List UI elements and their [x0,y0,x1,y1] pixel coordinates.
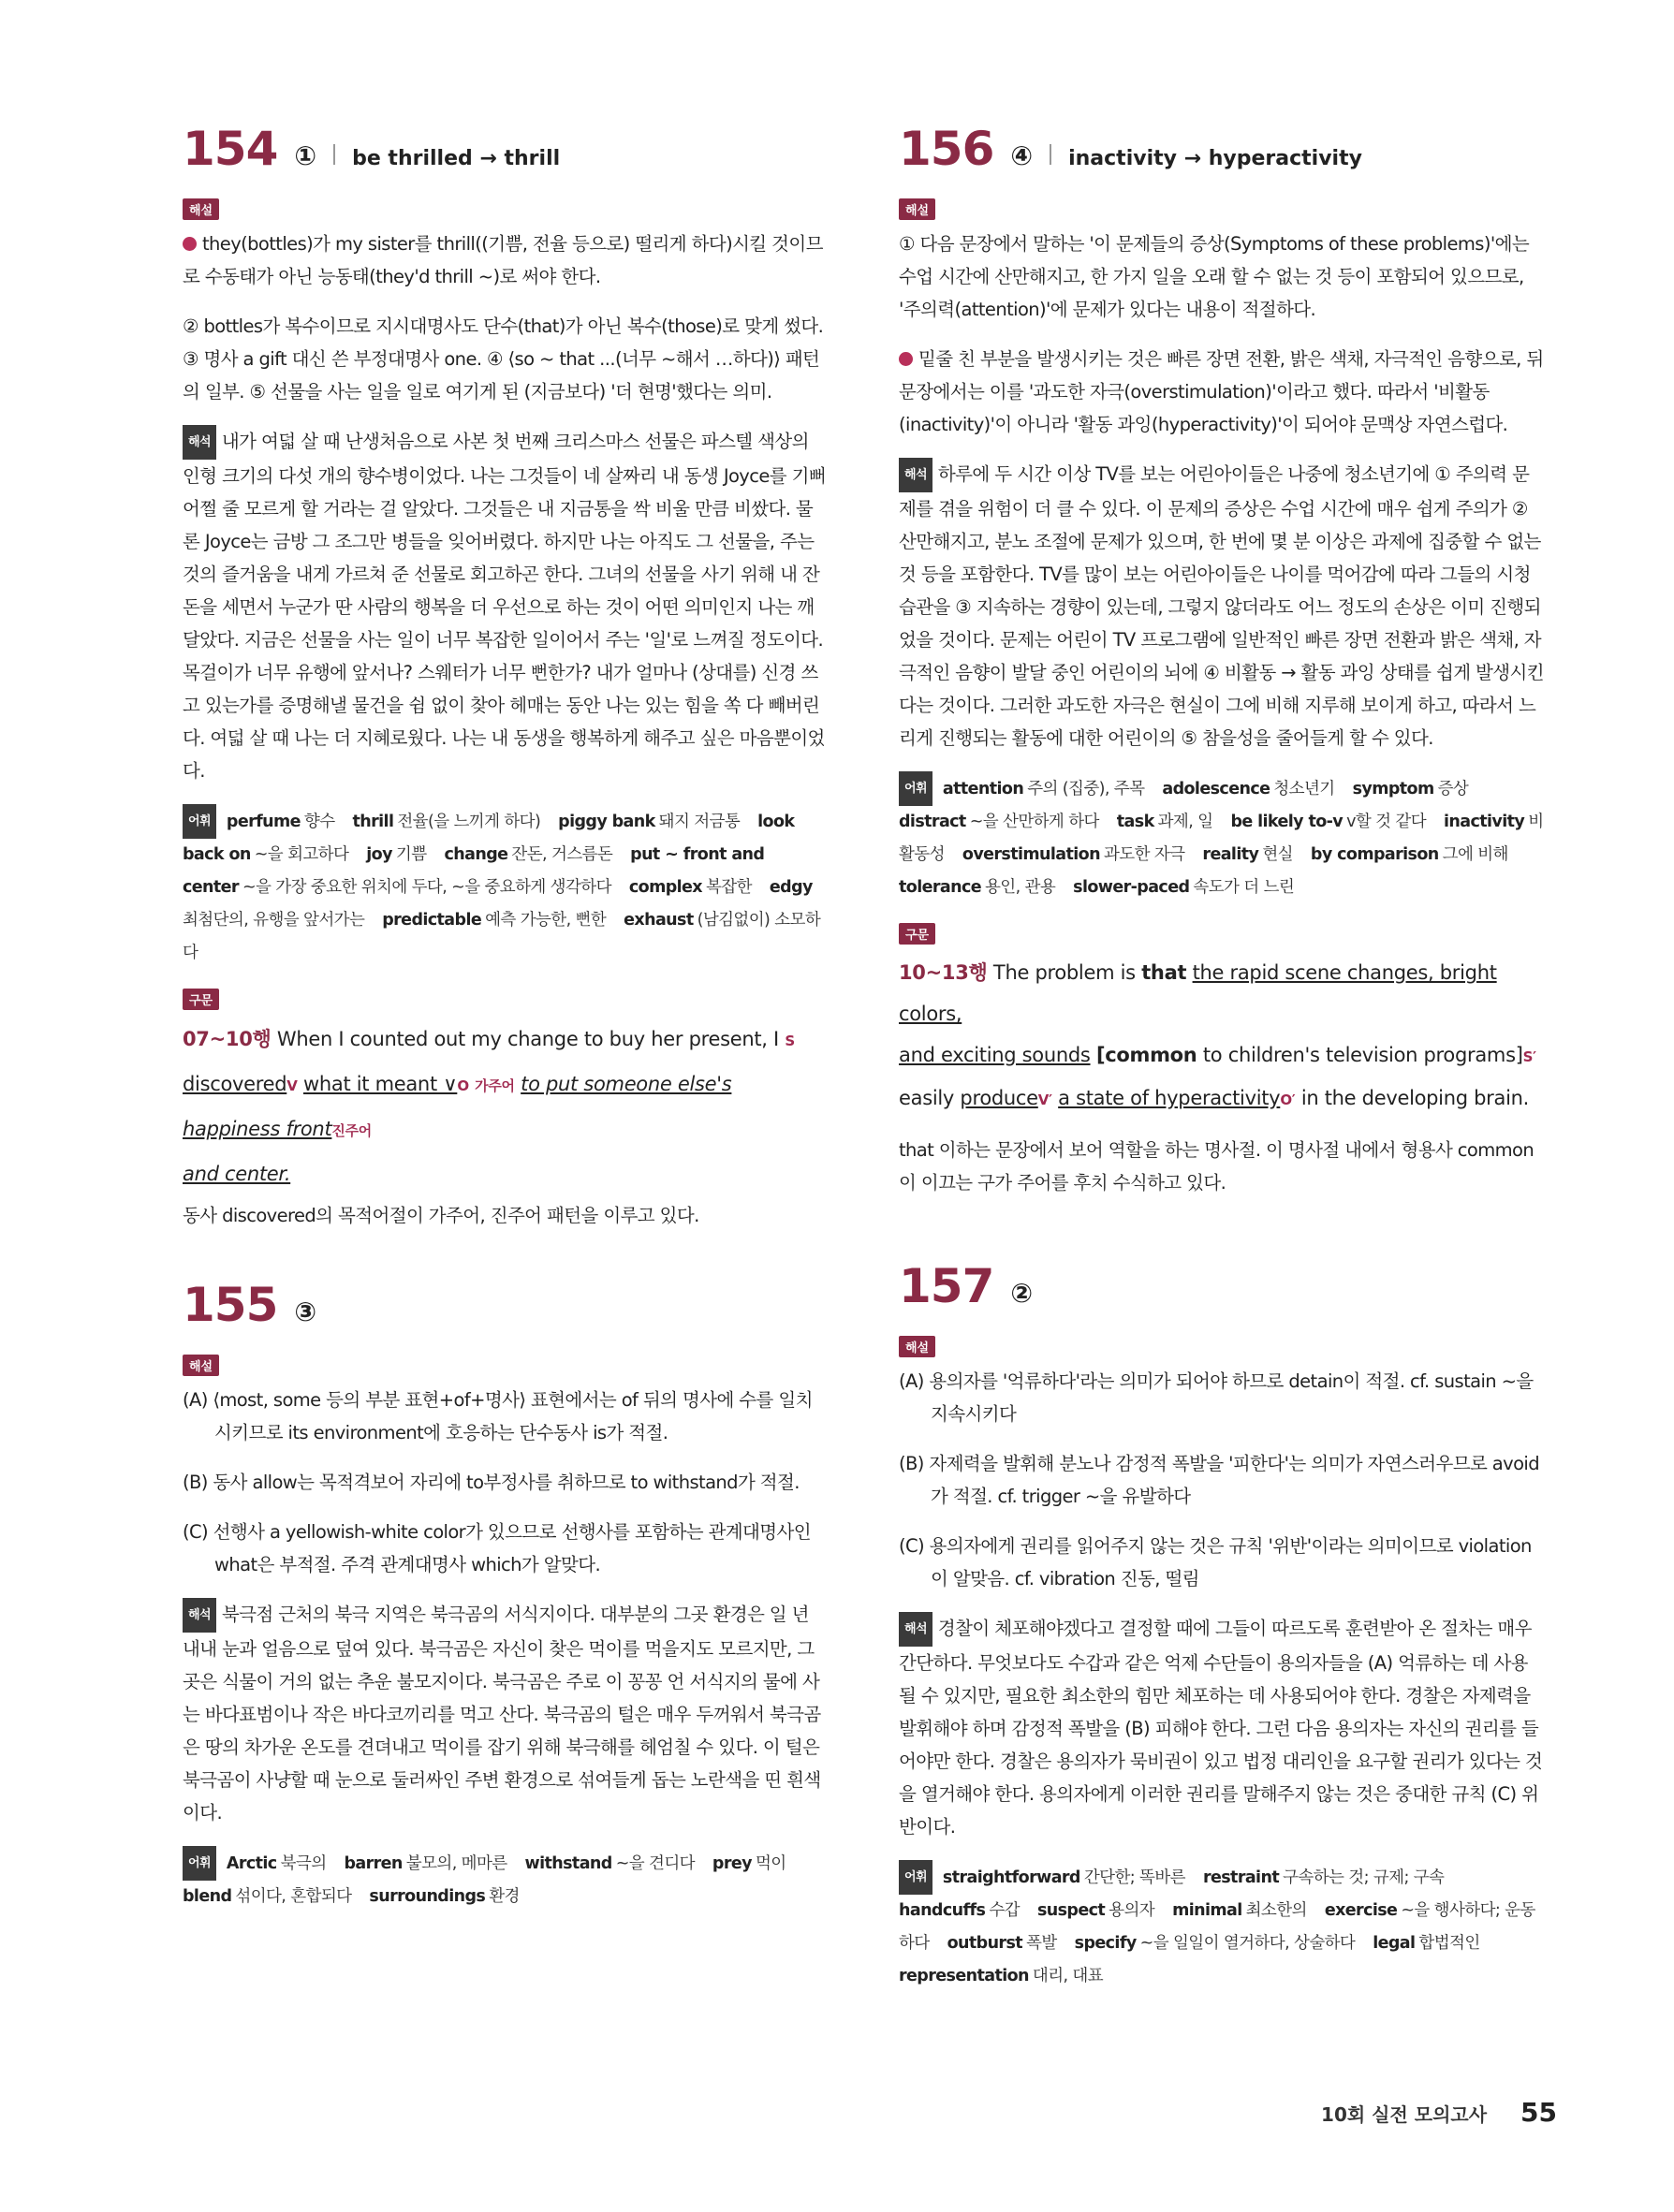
vocab-word: task [1116,813,1154,831]
vocab-word: outburst [947,1934,1023,1953]
explanation-main: 밑줄 친 부분을 발생시키는 것은 빠른 장면 전환, 밝은 색채, 자극적인 음향으로, 뒤 문장에서는 이를 '과도한 자극(overstimulation)'이라고 했다. 따라서 '비활동(inactivity)'이 아니라 '활동 과잉(hyperactivity)'이 되어야 문맥상 자연스럽다. [899,348,1544,435]
vocab-word: adolescence [1162,779,1270,798]
section-157-header [899,1259,1545,1313]
mark-v-prime: V′ [1037,1091,1052,1108]
footer-title: 10회 실전 모의고사 [1321,2103,1488,2126]
vocab-word: thrill [352,812,394,831]
vocab-word: symptom [1352,779,1434,798]
vocab-word: straightforward [942,1868,1080,1887]
question-number: 154 [183,122,278,176]
tag-vocab: 어휘 [183,804,216,839]
vocab-word: be likely to-v [1230,813,1344,831]
question-number: 156 [899,122,994,176]
vocab-word: overstimulation [962,845,1100,864]
section-156 [899,122,1545,1216]
vocab-gloss: 구속하는 것; 규제; 구속 [1283,1868,1445,1887]
section-154 [183,122,829,1249]
tag-translation: 해석 [183,425,216,460]
example-object: what it meant ∨ [302,1073,458,1095]
explanation-main: they(bottles)가 my sister를 thrill((기쁨, 전율 등으로) 떨리게 하다)시킬 것이므로 수동태가 아닌 능동태(they'd thrill ~)로 써야 한다. [183,233,823,287]
mark-real-subject: 진주어 [331,1122,372,1139]
vocab-word: surroundings [369,1887,486,1906]
vocab-word: legal [1373,1934,1416,1953]
vocab-word: put ~ front and center [183,845,765,897]
vocab-list [899,1860,1545,1993]
vocab-gloss: 현실 [1262,845,1293,864]
explanation-1: ① 다음 문장에서 말하는 '이 문제들의 증상(Symptoms of these problems)'에는 수업 시간에 산만해지고, 한 가지 일을 오래 할 수 없는 것 등이 포함되어 있으므로, '주의력(attention)'에 문제가 있다는 내용이 적절하다. [899,233,1530,320]
vocab-gloss: 최소한의 [1245,1901,1307,1920]
explanation-b: (B) 동사 allow는 목적격보어 자리에 to부정사를 취하므로 to withstand가 적절. [183,1472,800,1493]
answer-mark: ② [1010,1278,1034,1309]
tag-explanation: 해설 [183,198,219,220]
vocab-list [183,1846,829,1913]
mark-s: S [785,1033,795,1049]
explanation-c: (C) 용의자에게 권리를 읽어주지 않는 것은 규칙 '위반'이라는 의미이므로 violation이 알맞음. cf. vibration 진동, 떨림 [899,1535,1532,1589]
vocab-gloss: 속도가 더 느린 [1193,878,1295,897]
vocab-word: edgy [769,878,813,897]
tag-vocab: 어휘 [183,1846,216,1881]
vocab-gloss: 섞이다, 혼합되다 [235,1887,352,1906]
line-ref: 07~10행 [183,1028,272,1050]
vocab-gloss: ~을 가장 중요한 위치에 두다, ~을 중요하게 생각하다 [242,878,611,897]
vocab-gloss: 증상 [1437,779,1469,798]
vocab-word: prey [712,1853,752,1873]
vocab-gloss: 향수 [303,812,335,831]
tag-vocab: 어휘 [899,771,932,806]
answer-mark: ④ [1010,140,1034,171]
example-that: that [1141,961,1187,984]
vocab-word: distract [899,813,966,831]
vocab-word: look back on [183,812,795,864]
tag-translation: 해석 [899,1612,932,1647]
vocab-word: joy [366,845,392,864]
vocab-word: slower-paced [1073,878,1190,897]
translation: 해석 북극점 근처의 북극 지역은 북극곰의 서식지이다. 대부분의 그곳 환경은 일 년 내내 눈과 얼음으로 덮여 있다. 북극곰은 자신이 찾은 먹이를 먹을지도 모르지만, 그곳은 식물이 거의 없는 추운 불모지이다. 북극곰은 주로 이 꽁꽁 언 서식지의 물에 사는 바다표범이나 작은 바다코끼리를 먹고 산다. 북극곰의 털은 매우 두꺼워서 북극곰은 땅의 차가운 온도를 견뎌내고 먹이를 잡기 위해 북극해를 헤엄칠 수 있다. 이 털은 북극곰이 사냥할 때 눈으로 둘러싸인 주변 환경으로 섞여들게 돕는 노란색을 띤 흰색이다. [183,1598,829,1829]
tag-translation: 해석 [183,1598,216,1633]
section-155-header [183,1278,829,1332]
example-note: 동사 discovered의 목적어절이 가주어, 진주어 패턴을 이루고 있다. [183,1205,699,1226]
vocab-word: barren [344,1853,403,1873]
vocab-gloss: 기쁨 [395,845,427,864]
line-ref: 10~13행 [899,961,988,984]
tag-explanation: 해설 [899,1336,935,1357]
vocab-gloss: 용의자 [1109,1901,1155,1920]
vocab-gloss: 폭발 [1026,1934,1057,1953]
example-sentence [899,952,1545,1121]
translation: 해석 경찰이 체포해야겠다고 결정할 때에 그들이 따르도록 훈련받아 온 절차는 매우 간단하다. 무엇보다도 수갑과 같은 억제 수단들이 용의자들을 (A) 억류하는 데 사용될 수 있지만, 필요한 최소한의 힘만 체포하는 데 사용되어야 한다. 경찰은 자제력을 발휘해야 하며 감정적 폭발을 (B) 피해야 한다. 그런 다음 용의자는 자신의 권리를 들어야만 한다. 경찰은 용의자가 묵비권이 있고 법정 대리인을 요구할 권리가 있다는 것을 열거해야 한다. 용의자에게 이러한 권리를 말해주지 않는 것은 중대한 규칙 (C) 위반이다. [899,1612,1545,1843]
vocab-gloss: ~을 견디다 [615,1853,695,1873]
tag-grammar: 구문 [899,923,935,945]
vocab-gloss: 먹이 [755,1853,786,1873]
vocab-gloss: 비활동성 [899,813,1544,864]
vocab-word: handcuffs [899,1901,986,1920]
vocab-gloss: 합법적인 [1418,1934,1480,1953]
bullet-icon [183,237,197,251]
vocab-word: suspect [1036,1901,1106,1920]
mark-o: O [457,1077,469,1094]
vocab-gloss: 과도한 자극 [1103,845,1185,864]
section-156-header [899,122,1545,176]
vocab-gloss: ~을 회고하다 [254,845,349,864]
example-note: that 이하는 문장에서 보어 역할을 하는 명사절. 이 명사절 내에서 형용사 common이 이끄는 구가 주어를 후치 수식하고 있다. [899,1139,1534,1194]
section-157 [899,1259,1545,2010]
explanation-a: (A) ⟨most, some 등의 부분 표현+of+명사⟩ 표현에서는 of 뒤의 명사에 수를 일치시키므로 its environment에 호응하는 단수동사 is가 적절. [183,1389,813,1443]
vocab-gloss: 환경 [489,1887,520,1906]
vocab-gloss: 돼지 저금통 [658,812,741,831]
vocab-word: by comparison [1310,845,1439,864]
answer-correction: be thrilled → thrill [352,147,561,170]
vocab-gloss: 용인, 관용 [985,878,1056,897]
explanation-others: ② bottles가 복수이므로 지시대명사도 단수(that)가 아닌 복수(those)로 맞게 썼다. ③ 명사 a gift 대신 쓴 부정대명사 one. ④ ⟨so ~ that ...(너무 ~해서 …하다)⟩ 패턴의 일부. ⑤ 선물을 사는 일을 일로 여기게 된 (지금보다) '더 현명'했다는 의미. [183,315,824,403]
example-modifier: to children's television programs] [1202,1044,1523,1066]
page-number: 55 [1520,2097,1557,2128]
vocab-word: tolerance [899,878,981,897]
question-number: 155 [183,1278,278,1332]
vocab-word: exhaust [624,911,694,930]
vocab-gloss: 간단한; 똑바른 [1083,1868,1185,1887]
vocab-gloss: 대리, 대표 [1032,1967,1104,1985]
vocab-word: attention [942,779,1024,798]
vocab-gloss: 과제, 일 [1157,813,1213,831]
vocab-gloss: 그에 비해 [1442,845,1508,864]
vocab-word: piggy bank [558,812,655,831]
divider [1050,144,1051,165]
example-end: in the developing brain. [1300,1087,1529,1109]
answer-correction: inactivity → hyperactivity [1068,147,1362,170]
vocab-word: restraint [1202,1868,1280,1887]
example-common: [common [1095,1044,1197,1066]
vocab-gloss: ~을 행사하다; 운동하다 [899,1901,1535,1953]
section-154-header [183,122,829,176]
vocab-gloss: 북극의 [280,1853,327,1873]
vocab-word: blend [183,1887,232,1906]
tag-grammar: 구문 [183,989,219,1010]
vocab-gloss: ~을 산만하게 하다 [969,813,1099,831]
example-sentence [183,1018,829,1195]
example-verb: produce [960,1087,1038,1109]
example-line1: When I counted out my change to buy her present, I [276,1028,779,1050]
tag-explanation: 해설 [183,1355,219,1376]
tag-translation: 해석 [899,458,932,492]
question-number: 157 [899,1259,994,1313]
vocab-gloss: v할 것 같다 [1346,813,1427,831]
bullet-icon [899,352,913,366]
vocab-gloss: 최첨단의, 유행을 앞서가는 [183,911,365,930]
tag-explanation: 해설 [899,198,935,220]
vocab-list [899,771,1545,904]
vocab-word: inactivity [1444,813,1525,831]
answer-mark: ① [294,140,317,171]
explanation-c: (C) 선행사 a yellowish-white color가 있으므로 선행사를 포함하는 관계대명사인 what은 부적절. 주격 관계대명사 which가 알맞다. [183,1521,811,1575]
vocab-word: specify [1074,1934,1137,1953]
vocab-gloss: 불모의, 메마른 [405,1853,507,1873]
example-real-subject: to put someone else's happiness front [183,1073,732,1140]
translation: 해석 내가 여덟 살 때 난생처음으로 사본 첫 번째 크리스마스 선물은 파스텔 색상의 인형 크기의 다섯 개의 향수병이었다. 나는 그것들이 네 살짜리 내 동생 Joyce를 기뻐 어쩔 줄 모르게 할 거라는 걸 알았다. 그것들은 내 지금통을 싹 비울 만큼 비쌌다. 물론 Joyce는 금방 그 조그만 병들을 잊어버렸다. 하지만 나는 아직도 그 선물을, 주는 것의 즐거움을 내게 가르쳐 준 선물로 회고하곤 한다. 그녀의 선물을 사기 위해 내 잔돈을 세면서 누군가 딴 사람의 행복을 더 우선으로 하는 것이 어떤 의미인지 나는 깨달았다. 지금은 선물을 사는 일이 너무 복잡한 일이어서 주는 '일'로 느껴질 정도이다. 목걸이가 너무 유행에 앞서나? 스웨터가 너무 뻔한가? 내가 얼마나 (상대를) 신경 쓰고 있는가를 증명해낼 물건을 쉼 없이 찾아 헤매는 동안 나는 있는 힘을 쏙 다 빼버린다. 여덟 살 때 나는 더 지혜로웠다. 나는 내 동생을 행복하게 해주고 싶은 마음뿐이었다. [183,425,829,787]
mark-v: V [286,1077,298,1094]
vocab-word: predictable [382,911,482,930]
example-subject-cont: and exciting sounds [899,1044,1091,1066]
vocab-gloss: 복잡한 [706,878,752,897]
vocab-gloss: 수갑 [989,1901,1020,1920]
example-line3: and center. [183,1163,291,1185]
mark-fake-subject: 가주어 [475,1077,515,1094]
vocab-word: exercise [1324,1901,1398,1920]
vocab-gloss: 청소년기 [1273,779,1335,798]
vocab-gloss: (남김없이) 소모하다 [183,911,821,962]
example-object: a state of hyperactivity [1058,1087,1281,1109]
vocab-word: reality [1202,845,1259,864]
vocab-gloss: 예측 가능한, 뻔한 [485,911,607,930]
vocab-word: perfume [226,812,301,831]
tag-vocab: 어휘 [899,1860,932,1895]
vocab-gloss: 전율(을 느끼게 하다) [397,812,541,831]
vocab-gloss: 주의 (집중), 주목 [1027,779,1145,798]
vocab-word: representation [899,1967,1029,1985]
vocab-word: minimal [1172,1901,1242,1920]
mark-s-prime: S′ [1522,1048,1536,1065]
translation: 해석 하루에 두 시간 이상 TV를 보는 어린아이들은 나중에 청소년기에 ① 주의력 문제를 겪을 위험이 더 클 수 있다. 이 문제의 증상은 수업 시간에 매우 쉽게 주의가 ② 산만해지고, 분노 조절에 문제가 있으며, 한 번에 몇 분 이상은 과제에 집중할 수 없는 것 등을 포함한다. TV를 많이 보는 어린아이들은 나이를 먹어감에 따라 그들의 시청 습관을 ③ 지속하는 경향이 있는데, 그렇지 않더라도 어느 정도의 손상은 이미 진행되었을 것이다. 문제는 어린이 TV 프로그램에 일반적인 빠른 장면 전환과 밝은 색채, 자극적인 음향이 발달 중인 어린이의 뇌에 ④ 비활동 → 활동 과잉 상태를 쉽게 발생시킨다는 것이다. 그러한 과도한 자극은 현실이 그에 비해 지루해 보이게 하고, 따라서 느리게 진행되는 활동에 대한 어린이의 ⑤ 참을성을 줄어들게 할 수 있다. [899,458,1545,754]
answer-mark: ③ [294,1296,317,1327]
page-footer [1321,2097,1557,2128]
example-verb: discovered [183,1073,287,1095]
divider [333,144,335,165]
example-part: The problem is [992,961,1136,984]
explanation-a: (A) 용의자를 '억류하다'라는 의미가 되어야 하므로 detain이 적절. cf. sustain ~을 지속시키다 [899,1370,1534,1425]
vocab-word: withstand [524,1853,612,1873]
vocab-word: change [444,845,508,864]
explanation-b: (B) 자제력을 발휘해 분노나 감정적 폭발을 '피한다'는 의미가 자연스러우므로 avoid가 적절. cf. trigger ~을 유발하다 [899,1453,1540,1507]
section-155 [183,1278,829,1930]
example-adverb: easily [899,1087,955,1109]
vocab-list [183,804,829,970]
example-subject: the rapid scene changes, bright colors, [899,961,1497,1025]
mark-o-prime: O′ [1280,1091,1296,1108]
vocab-word: Arctic [226,1853,277,1873]
vocab-gloss: ~을 일일이 열거하다, 상술하다 [1139,1934,1356,1953]
vocab-gloss: 잔돈, 거스름돈 [511,845,613,864]
vocab-word: complex [628,878,702,897]
